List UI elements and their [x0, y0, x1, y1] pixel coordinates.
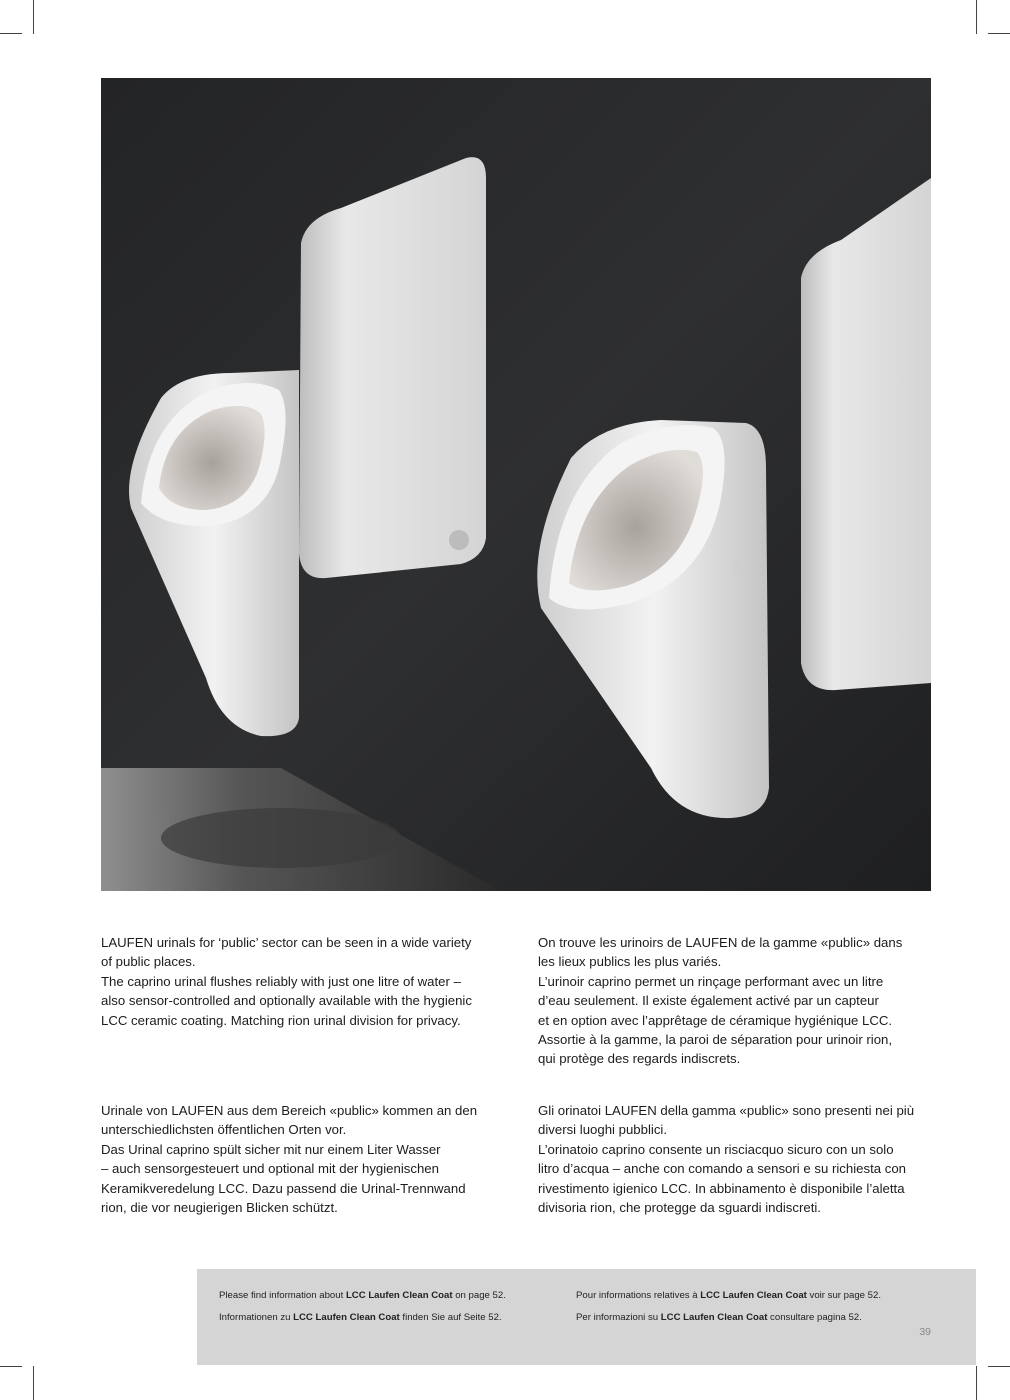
info-line-english [219, 1289, 506, 1302]
info-highlight: LCC Laufen Clean Coat [293, 1312, 400, 1323]
text-line: d’eau seulement. Il existe également activé par un capteur [538, 993, 879, 1009]
text-block-french [538, 933, 928, 1069]
crop-mark [988, 1366, 1010, 1367]
info-highlight: LCC Laufen Clean Coat [660, 1312, 768, 1323]
text-line: et en option avec l’apprêtage de céramique hygiénique LCC. [538, 1012, 893, 1028]
text-line: Das Urinal caprino spült sicher mit nur einem Liter Wasser [101, 1141, 441, 1157]
text-line: L’orinatoio caprino consente un risciacquo sicuro con un solo [538, 1141, 894, 1157]
crop-mark [0, 33, 22, 34]
text-line: On trouve les urinoirs de LAUFEN de la gamme «public» dans [538, 935, 903, 950]
product-photo [101, 78, 931, 891]
info-text: on page 52. [452, 1290, 506, 1301]
text-line: Gli orinatoi LAUFEN della gamma «public» sono presenti nei più [538, 1103, 915, 1118]
text-line: litro d’acqua – anche con comando a sensori e su richiesta con [538, 1161, 907, 1177]
text-line: LCC ceramic coating. Matching rion urinal division for privacy. [101, 1012, 461, 1028]
text-line: LAUFEN urinals for ‘public’ sector can be seen in a wide variety [101, 935, 472, 950]
info-text: Pour informations relatives à [576, 1290, 701, 1301]
page-number: 39 [919, 1326, 931, 1338]
crop-mark [33, 1366, 34, 1400]
info-text: voir sur page 52. [806, 1290, 881, 1301]
text-line: also sensor-controlled and optionally available with the hygienic [101, 993, 472, 1009]
info-text: Per informazioni su [576, 1312, 661, 1323]
text-line: The caprino urinal flushes reliably with just one litre of water – [101, 973, 461, 989]
text-block-italian [538, 1101, 928, 1217]
text-line: rivestimento igienico LCC. In abbinamento è disponibile l’aletta [538, 1180, 905, 1196]
text-line: rion, die vor neugierigen Blicken schützt. [101, 1200, 338, 1216]
text-line: qui protège des regards indiscrets. [538, 1051, 741, 1067]
urinal-photo-icon [101, 78, 931, 891]
info-line-french [576, 1289, 881, 1302]
crop-mark [33, 0, 34, 34]
crop-mark [988, 33, 1010, 34]
crop-mark [976, 1366, 977, 1400]
info-highlight: LCC Laufen Clean Coat [345, 1290, 453, 1301]
info-highlight: LCC Laufen Clean Coat [700, 1290, 807, 1301]
text-line: Assortie à la gamme, la paroi de séparation pour urinoir rion, [538, 1032, 893, 1048]
info-line-german [219, 1311, 502, 1324]
info-text: finden Sie auf Seite 52. [399, 1312, 502, 1323]
crop-mark [976, 0, 977, 34]
text-line: Keramikveredelung LCC. Dazu passend die Urinal-Trennwand [101, 1180, 466, 1196]
text-line: unterschiedlichsten öffentlichen Orten vor. [101, 1122, 347, 1138]
text-line: Urinale von LAUFEN aus dem Bereich «public» kommen an den [101, 1103, 478, 1118]
info-box [197, 1269, 976, 1365]
text-line: diversi luoghi pubblici. [538, 1122, 668, 1138]
info-text: Please find information about [219, 1290, 346, 1301]
info-text: consultare pagina 52. [767, 1312, 862, 1323]
text-line: of public places. [101, 954, 196, 970]
text-line: L’urinoir caprino permet un rinçage performant avec un litre [538, 973, 884, 989]
text-line: les lieux publics les plus variés. [538, 954, 722, 970]
crop-mark [0, 1366, 22, 1367]
info-line-italian [576, 1311, 862, 1324]
info-text: Informationen zu [219, 1312, 294, 1323]
text-line: – auch sensorgesteuert und optional mit der hygienischen [101, 1161, 439, 1177]
text-block-english [101, 933, 491, 1030]
text-line: divisoria rion, che protegge da sguardi indiscreti. [538, 1200, 821, 1216]
text-block-german [101, 1101, 491, 1217]
